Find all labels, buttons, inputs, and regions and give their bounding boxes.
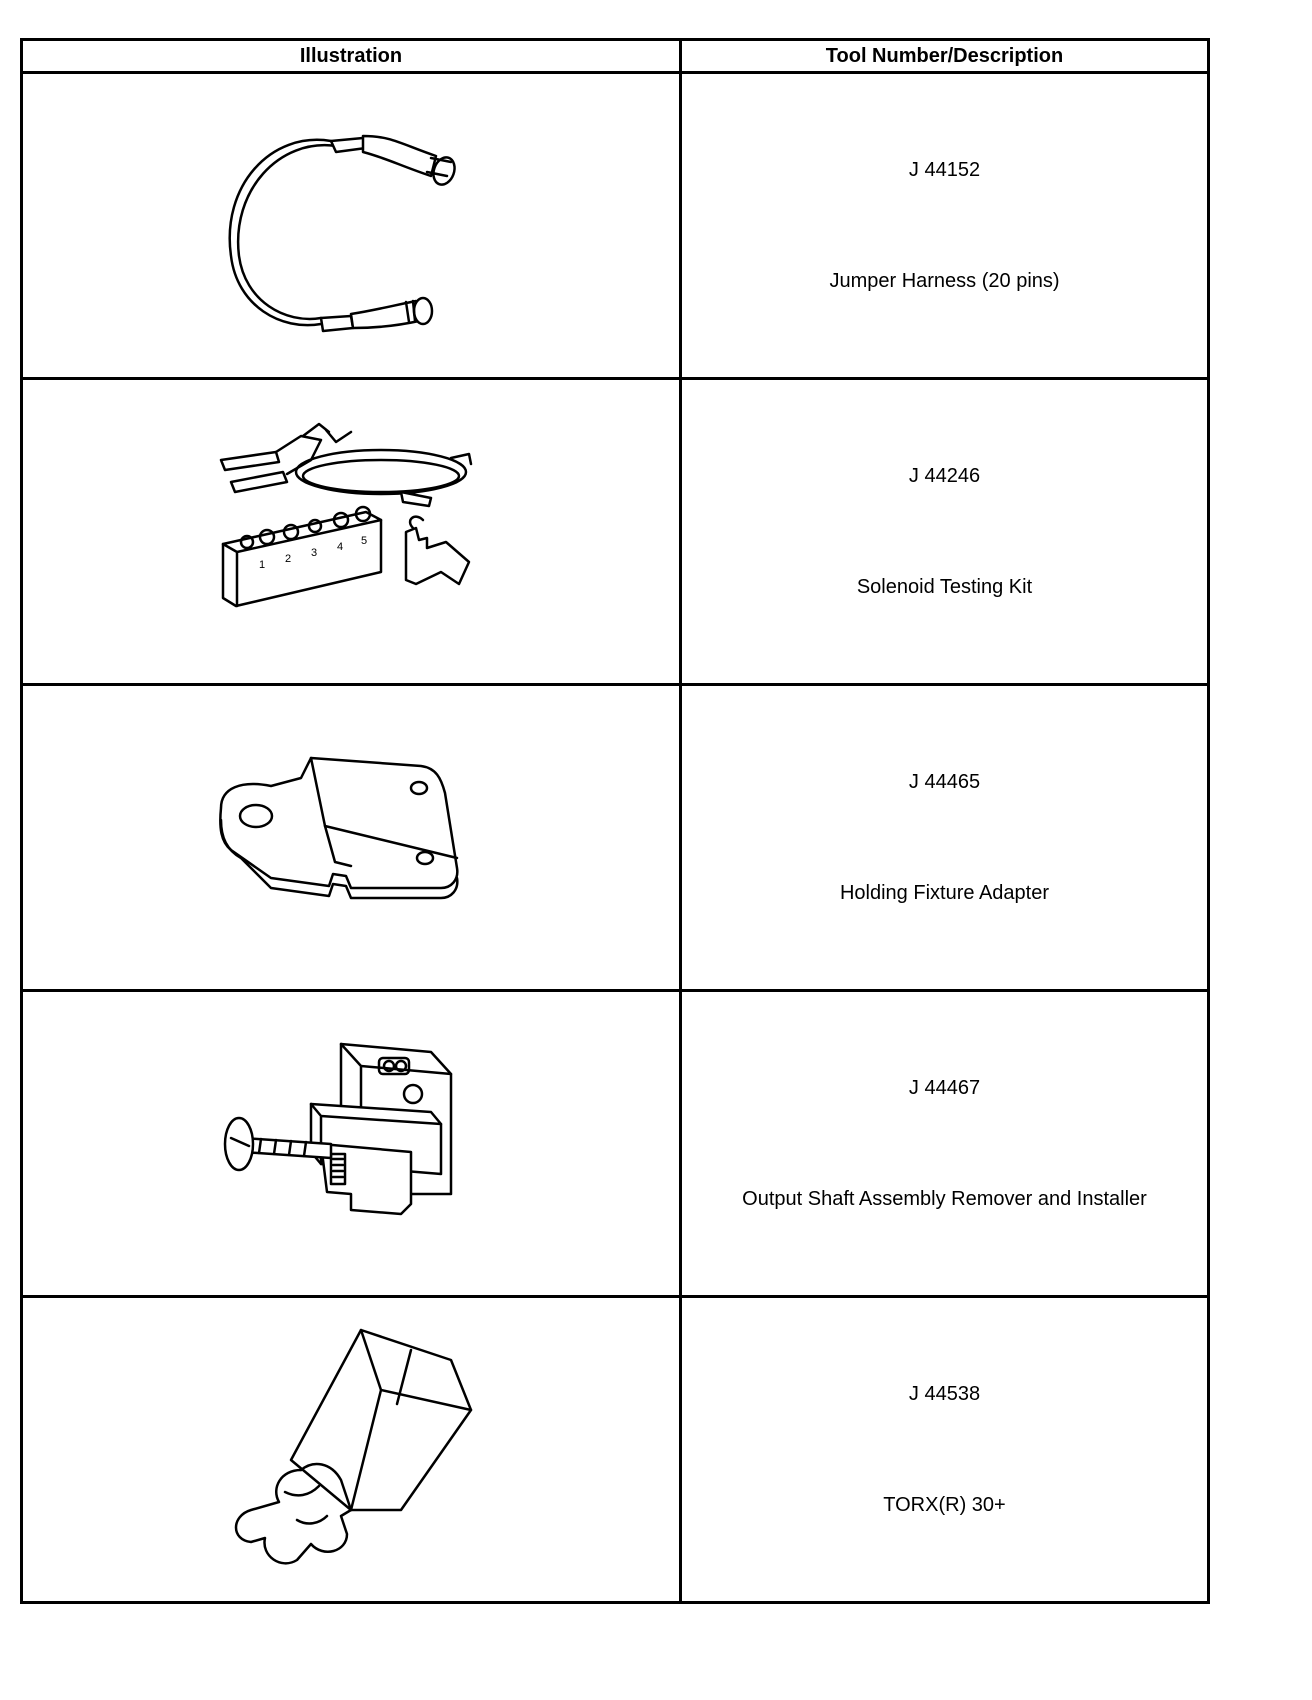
illustration-cell (22, 379, 681, 685)
illustration-cell (22, 991, 681, 1297)
tool-name: Jumper Harness (20 pins) (829, 269, 1060, 292)
header-tool-description: Tool Number/Description (681, 40, 1209, 73)
block-number-label: 3 (311, 546, 318, 559)
table-row (22, 991, 1209, 1297)
tool-number: J 44152 (908, 158, 981, 181)
table-row (22, 685, 1209, 991)
solenoid-testing-kit-icon (201, 402, 501, 662)
table-row (22, 73, 1209, 379)
tool-description-cell (681, 1297, 1209, 1603)
tool-description-cell (681, 685, 1209, 991)
tool-name: Solenoid Testing Kit (856, 575, 1033, 598)
tool-number: J 44465 (908, 770, 981, 793)
illustration-cell (22, 685, 681, 991)
tool-name: Output Shaft Assembly Remover and Installer (742, 1187, 1147, 1210)
illustration-cell (22, 1297, 681, 1603)
tool-number: J 44538 (908, 1382, 981, 1405)
block-number-label: 2 (285, 552, 292, 565)
holding-fixture-adapter-icon (201, 738, 501, 938)
output-shaft-remover-icon (201, 1034, 501, 1254)
table-row (22, 1297, 1209, 1603)
tool-name: Holding Fixture Adapter (839, 881, 1049, 904)
tool-number: J 44467 (908, 1076, 981, 1099)
torx-bit-icon (201, 1320, 501, 1580)
jumper-harness-icon (201, 96, 501, 356)
tool-description-cell (681, 73, 1209, 379)
table-header-row (22, 40, 1209, 73)
block-number-label: 4 (337, 540, 344, 553)
tool-description-cell (681, 379, 1209, 685)
tool-description-cell (681, 991, 1209, 1297)
tool-name: TORX(R) 30+ (883, 1493, 1006, 1516)
tool-number: J 44246 (908, 464, 981, 487)
special-tools-table (20, 38, 1210, 1604)
header-illustration: Illustration (22, 40, 681, 73)
block-number-label: 5 (361, 534, 368, 547)
block-number-label: 1 (259, 558, 266, 571)
illustration-cell (22, 73, 681, 379)
table-row (22, 379, 1209, 685)
